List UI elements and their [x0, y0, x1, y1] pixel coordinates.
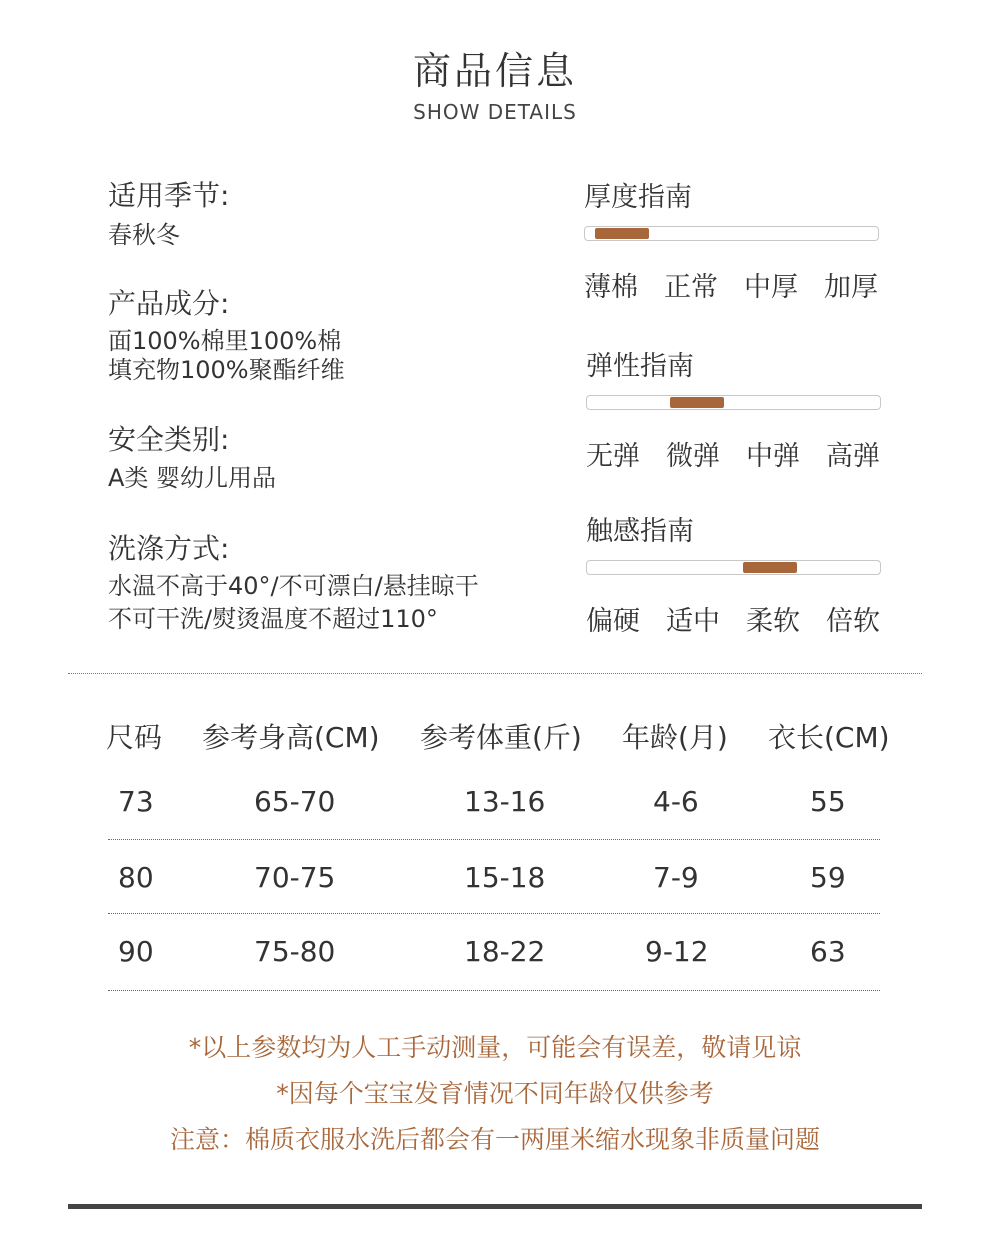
touch-option: 倍软	[826, 606, 880, 637]
season-value: 春秋冬	[108, 221, 180, 249]
note-shrinkage: 注意：棉质衣服水洗后都会有一两厘米缩水现象非质量问题	[169, 1125, 820, 1154]
page-subtitle: SHOW DETAILS	[413, 100, 577, 124]
table-header-weight: 参考体重(斤)	[420, 721, 582, 754]
table-row-divider	[108, 990, 880, 991]
touch-option: 柔软	[746, 606, 800, 637]
note-age: *因每个宝宝发育情况不同年龄仅供参考	[276, 1079, 714, 1108]
elasticity-guide-fill	[670, 397, 724, 408]
thickness-guide-fill	[595, 228, 649, 239]
table-header-length: 衣长(CM)	[768, 721, 890, 754]
table-cell: 13-16	[464, 785, 546, 818]
table-cell: 18-22	[464, 935, 546, 968]
page-title: 商品信息	[412, 49, 577, 93]
table-row-divider	[108, 913, 880, 914]
thickness-option: 加厚	[824, 272, 878, 303]
table-header-age: 年龄(月)	[622, 721, 728, 754]
composition-label: 产品成分:	[108, 287, 230, 320]
thickness-guide-options	[584, 265, 878, 304]
table-cell: 4-6	[653, 785, 699, 818]
thickness-option: 正常	[664, 272, 718, 303]
thickness-guide-title: 厚度指南	[584, 182, 692, 213]
touch-guide-fill	[743, 562, 797, 573]
table-cell: 15-18	[464, 861, 546, 894]
table-cell: 75-80	[254, 935, 336, 968]
elasticity-guide-bar	[586, 395, 881, 410]
elasticity-guide-title: 弹性指南	[586, 351, 694, 382]
touch-guide-title: 触感指南	[586, 516, 694, 547]
safety-value: A类 婴幼儿用品	[108, 464, 277, 492]
table-header-height: 参考身高(CM)	[202, 721, 380, 754]
table-cell: 9-12	[645, 935, 709, 968]
table-cell: 63	[810, 935, 846, 968]
washing-line-2: 不可干洗/熨烫温度不超过110°	[108, 605, 438, 633]
table-cell: 73	[118, 785, 154, 818]
elasticity-option: 高弹	[826, 441, 880, 472]
table-cell: 90	[118, 935, 154, 968]
elasticity-option: 无弹	[586, 441, 640, 472]
season-label: 适用季节:	[108, 179, 230, 212]
table-cell: 70-75	[254, 861, 336, 894]
touch-guide-options	[586, 599, 880, 638]
table-cell: 65-70	[254, 785, 336, 818]
bottom-bar	[68, 1204, 922, 1209]
thickness-guide-bar	[584, 226, 879, 241]
elasticity-option: 中弹	[746, 441, 800, 472]
elasticity-guide-options	[586, 434, 880, 473]
elasticity-option: 微弹	[666, 441, 720, 472]
note-measurement: *以上参数均为人工手动测量，可能会有误差，敬请见谅	[188, 1033, 802, 1062]
table-row-divider	[108, 839, 880, 840]
composition-line-1: 面100%棉里100%棉	[108, 327, 342, 355]
composition-line-2: 填充物100%聚酯纤维	[108, 356, 345, 384]
safety-label: 安全类别:	[108, 423, 230, 456]
washing-line-1: 水温不高于40°/不可漂白/悬挂晾干	[108, 572, 479, 600]
table-cell: 59	[810, 861, 846, 894]
table-header-size: 尺码	[106, 721, 163, 754]
table-cell: 55	[810, 785, 846, 818]
thickness-option: 薄棉	[584, 272, 638, 303]
table-cell: 7-9	[653, 861, 699, 894]
thickness-option: 中厚	[744, 272, 798, 303]
touch-guide-bar	[586, 560, 881, 575]
section-divider	[68, 673, 922, 674]
touch-option: 偏硬	[586, 606, 640, 637]
touch-option: 适中	[666, 606, 720, 637]
washing-label: 洗涤方式:	[108, 532, 230, 565]
table-cell: 80	[118, 861, 154, 894]
